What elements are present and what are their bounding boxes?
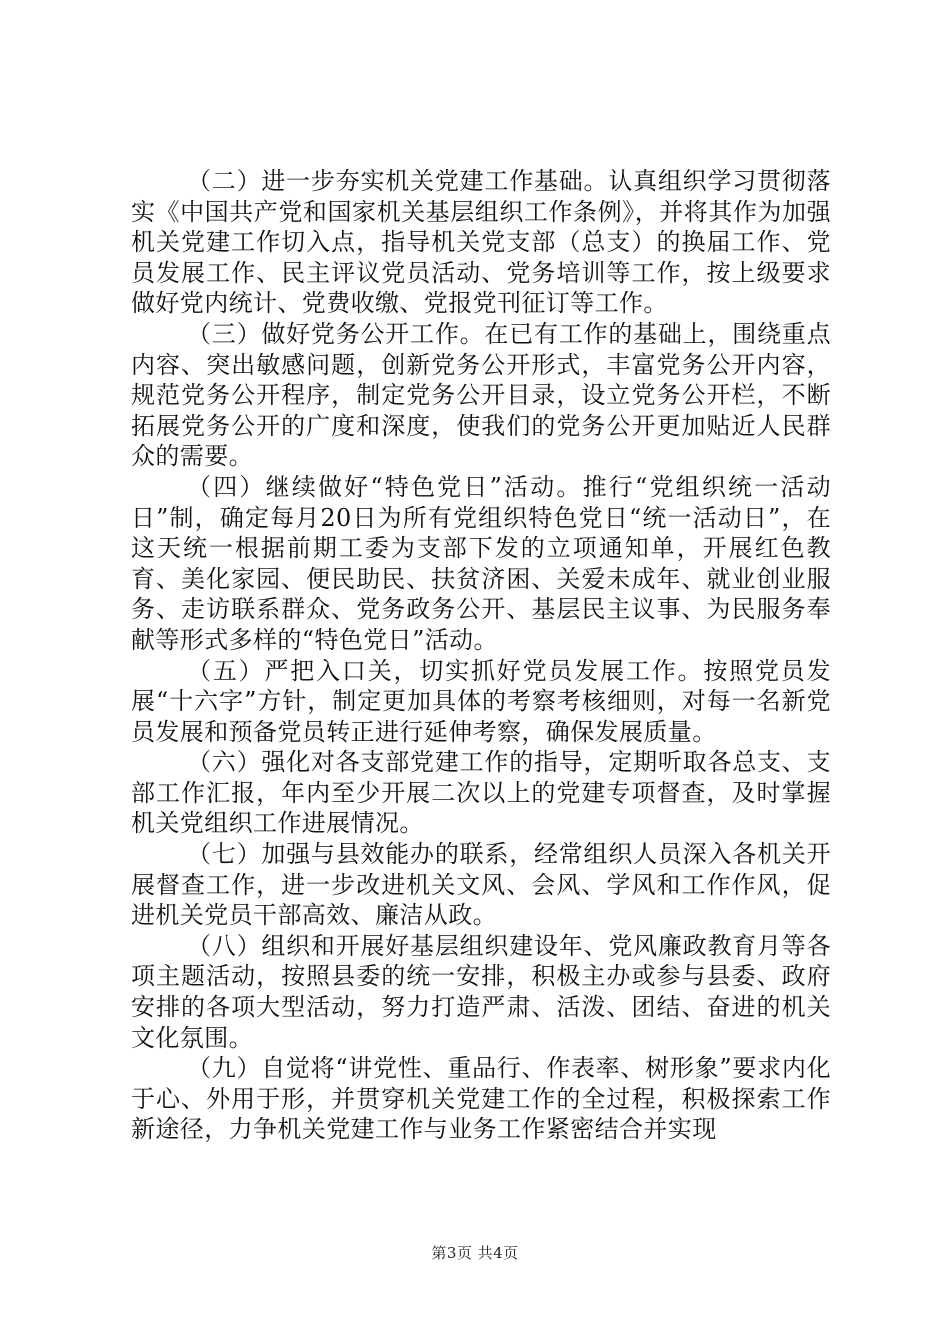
paragraph-7: （七）加强与县效能办的联系，经常组织人员深入各机关开展督查工作，进一步改进机关文风、会风、学风和工作作风，促进机关党员干部高效、廉洁从政。 bbox=[131, 840, 831, 930]
paragraph-9: （九）自觉将“讲党性、重品行、作表率、树形象”要求内化于心、外用于形，并贯穿机关党建工作的全过程，积极探索工作新途径，力争机关党建工作与业务工作紧密结合并实现 bbox=[131, 1054, 831, 1144]
document-body bbox=[131, 166, 831, 1145]
paragraph-4: （四）继续做好“特色党日”活动。推行“党组织统一活动日”制，确定每月20日为所有党组织特色党日“统一活动日”，在这天统一根据前期工委为支部下发的立项通知单，开展红色教育、美化家园、便民助民、扶贫济困、关爱未成年、就业创业服务、走访联系群众、党务政务公开、基层民主议事、为民服务奉献等形式多样的“特色党日”活动。 bbox=[131, 472, 831, 654]
paragraph-5: （五）严把入口关，切实抓好党员发展工作。按照党员发展“十六字”方针，制定更加具体的考察考核细则，对每一名新党员发展和预备党员转正进行延伸考察，确保发展质量。 bbox=[131, 656, 831, 746]
paragraph-2: （二）进一步夯实机关党建工作基础。认真组织学习贯彻落实《中国共产党和国家机关基层组织工作条例》，并将其作为加强机关党建工作切入点，指导机关党支部（总支）的换届工作、党员发展工作、民主评议党员活动、党务培训等工作，按上级要求做好党内统计、党费收缴、党报党刊征订等工作。 bbox=[131, 167, 831, 318]
paragraph-8: （八）组织和开展好基层组织建设年、党风廉政教育月等各项主题活动，按照县委的统一安排，积极主办或参与县委、政府安排的各项大型活动，努力打造严肃、活泼、团结、奋进的机关文化氛围。 bbox=[131, 931, 831, 1052]
paragraph-3: （三）做好党务公开工作。在已有工作的基础上，围绕重点内容、突出敏感问题，创新党务公开形式，丰富党务公开内容，规范党务公开程序，制定党务公开目录，设立党务公开栏，不断拓展党务公开的广度和深度，使我们的党务公开更加贴近人民群众的需要。 bbox=[131, 319, 831, 471]
paragraph-6: （六）强化对各支部党建工作的指导，定期听取各总支、支部工作汇报，年内至少开展二次以上的党建专项督查，及时掌握机关党组织工作进展情况。 bbox=[131, 748, 831, 838]
page-number-label: 第3页 共4页 bbox=[431, 1244, 519, 1262]
page-footer bbox=[0, 1242, 950, 1263]
